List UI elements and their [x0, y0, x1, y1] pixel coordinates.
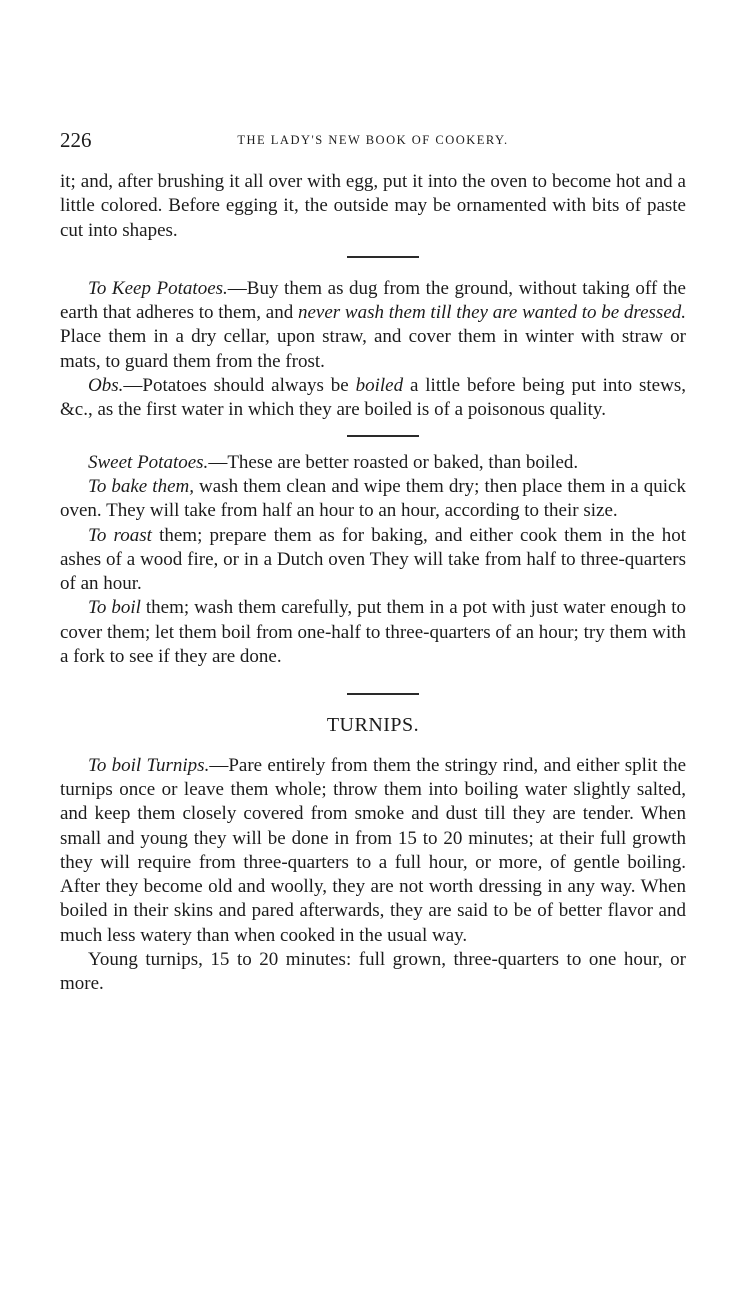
- continuation-paragraph: it; and, after brushing it all over with egg, put it into the oven to become hot and a little colored. Before egging it, the outside may be ornamented with bits of paste cut into shapes.: [60, 171, 686, 241]
- roast-label: To roast: [88, 524, 152, 546]
- turnips-boil-text: —Pare entirely from them the stringy rind, and either split the turnips once or leave them whole; throw them into boiling water slightly salted, and keep them closely covered from smoke and dust till they are tender. When small and young they will be done in from 15 to 20 minutes; at their full growth they will require from three-quarters to a full hour, or more, of gentle boiling. After they become old and woolly, they are not worth dressing in any way. When boiled in their skins and pared afterwards, they are said to be of better flavor and much less watery than when cooked in the usual way.: [60, 754, 687, 946]
- obs-paragraph: [60, 374, 686, 423]
- sweet-potatoes-intro: —These are better roasted or baked, than boiled.: [208, 451, 579, 473]
- bake-text: wash them clean and wipe them dry; then place them in a quick oven. They will take from half an hour to an hour, according to their size.: [60, 475, 686, 522]
- keep-potatoes-text-1: —Buy them as dug from the ground, without taking off the earth that adheres to them, and: [60, 277, 686, 324]
- page-body: [60, 170, 686, 997]
- keep-potatoes-paragraph: [60, 277, 686, 374]
- section-rule: [347, 256, 419, 258]
- turnips-heading: TURNIPS.: [326, 714, 420, 737]
- sweet-potatoes-paragraph: [60, 451, 686, 475]
- roast-text: them; prepare them as for baking, and either cook them in the hot ashes of a wood fire, or in a Dutch oven They will take from half to three-quarters of an hour.: [60, 524, 686, 595]
- turnips-paragraph: [60, 754, 686, 948]
- obs-label: Obs.: [88, 375, 124, 397]
- boil-paragraph: [60, 596, 686, 669]
- keep-potatoes-emphasis: never wash them till they are wanted to be dressed.: [297, 302, 687, 324]
- obs-emphasis: boiled: [355, 375, 404, 397]
- roast-paragraph: [60, 524, 686, 597]
- sweet-potatoes-title: Sweet Potatoes.: [88, 451, 209, 473]
- keep-potatoes-title: To Keep Potatoes.: [88, 277, 228, 299]
- section-rule: [347, 435, 419, 437]
- section-rule: [347, 693, 419, 695]
- boil-label: To boil: [88, 597, 141, 619]
- running-title: THE LADY'S NEW BOOK OF COOKERY.: [237, 133, 509, 147]
- bake-label: To bake them,: [88, 475, 194, 497]
- turnips-boil-label: To boil Turnips.: [88, 754, 210, 776]
- obs-text-1: —Potatoes should always be: [123, 375, 356, 397]
- keep-potatoes-text-2: Place them in a dry cellar, upon straw, and cover them in winter with straw or mats, to guard them from the frost.: [60, 326, 686, 372]
- page-number: 226: [60, 128, 92, 152]
- bake-paragraph: [60, 475, 686, 524]
- boil-text: them; wash them carefully, put them in a pot with just water enough to cover them; let them boil from one-half to three-quarters of an hour; try them with a fork to see if they are done.: [60, 597, 686, 668]
- obs-text-2: a little before being put into stews, &c., as the first water in which they are boiled is of a poisonous quality.: [60, 375, 686, 421]
- turnips-times-paragraph: Young turnips, 15 to 20 minutes: full grown, three-quarters to one hour, or more.: [60, 949, 686, 995]
- page-header: [60, 128, 686, 152]
